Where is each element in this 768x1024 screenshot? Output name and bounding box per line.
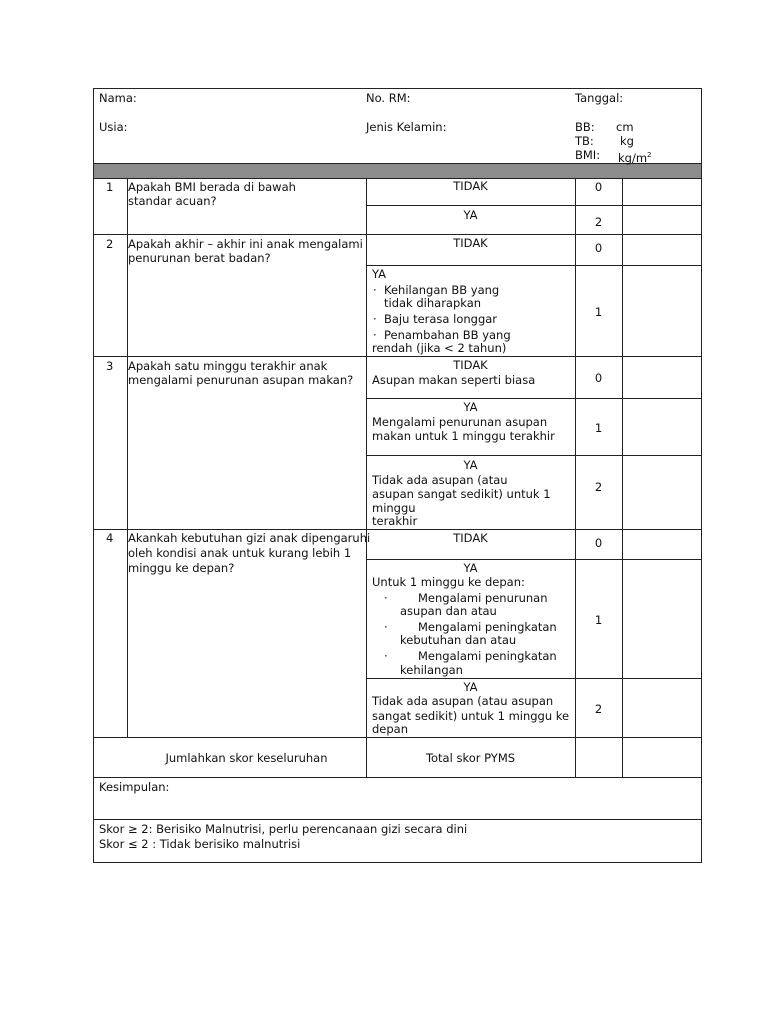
question-number: 4 bbox=[106, 531, 114, 545]
pyms-form bbox=[93, 88, 702, 863]
rule bbox=[366, 265, 701, 266]
tb-unit: kg bbox=[620, 134, 634, 148]
option-score: 0 bbox=[594, 241, 603, 255]
question-text-line: oleh kondisi anak untuk kurang lebih 1 bbox=[128, 546, 352, 560]
option-desc: Untuk 1 minggu ke depan: bbox=[372, 575, 525, 589]
bb-unit: cm bbox=[616, 120, 634, 134]
option-bullet-text: kebutuhan dan atau bbox=[400, 633, 517, 647]
option-desc: makan untuk 1 minggu terakhir bbox=[372, 429, 555, 443]
option-score: 0 bbox=[594, 371, 603, 385]
rule bbox=[366, 205, 701, 206]
bullet: · bbox=[373, 312, 377, 326]
option-bullet-text: rendah (jika < 2 tahun) bbox=[372, 341, 507, 355]
option-desc: Tidak ada asupan (atau asupan bbox=[372, 694, 554, 708]
option-desc: sangat sedikit) untuk 1 minggu ke bbox=[372, 709, 570, 723]
option-desc: asupan sangat sedikit) untuk 1 bbox=[372, 487, 551, 501]
option-label: YA bbox=[463, 400, 478, 414]
option-label: TIDAK bbox=[453, 531, 488, 545]
rule bbox=[366, 559, 701, 560]
bullet: · bbox=[373, 283, 377, 297]
usia-label: Usia: bbox=[99, 120, 128, 134]
option-desc: minggu bbox=[372, 501, 416, 515]
option-label: YA bbox=[463, 208, 478, 222]
bmi-label: BMI: bbox=[575, 148, 601, 162]
option-score: 0 bbox=[594, 180, 603, 194]
bb-label: BB: bbox=[575, 120, 595, 134]
option-bullet-text: Kehilangan BB yang bbox=[384, 283, 500, 297]
option-bullet-text: Mengalami peningkatan bbox=[418, 649, 557, 663]
question-text-line: Apakah BMI berada di bawah bbox=[128, 180, 296, 194]
score-note: Skor ≤ 2 : Tidak berisiko malnutrisi bbox=[99, 837, 301, 851]
section-separator-bar bbox=[94, 163, 701, 178]
option-bullet-text: Mengalami peningkatan bbox=[418, 620, 557, 634]
rule bbox=[366, 678, 701, 679]
option-label: YA bbox=[372, 267, 386, 281]
rule bbox=[94, 234, 701, 235]
option-score: 1 bbox=[594, 421, 603, 435]
rule bbox=[94, 356, 701, 357]
question-text-line: minggu ke depan? bbox=[128, 561, 235, 575]
question-number: 3 bbox=[106, 359, 114, 373]
option-score: 2 bbox=[594, 702, 603, 716]
rule bbox=[366, 398, 701, 399]
tb-label: TB: bbox=[575, 134, 594, 148]
question-text-line: mengalami penurunan asupan makan? bbox=[128, 373, 354, 387]
tanggal-label: Tanggal: bbox=[575, 91, 624, 105]
option-label: TIDAK bbox=[453, 358, 488, 372]
option-desc: depan bbox=[372, 722, 409, 736]
option-bullet-text: kehilangan bbox=[400, 663, 463, 677]
option-score: 1 bbox=[594, 613, 603, 627]
option-score: 0 bbox=[594, 536, 603, 550]
no-rm-label: No. RM: bbox=[366, 91, 411, 105]
option-score: 1 bbox=[594, 305, 603, 319]
question-number: 1 bbox=[106, 180, 114, 194]
rule bbox=[94, 737, 701, 738]
question-text-line: Apakah satu minggu terakhir anak bbox=[128, 359, 328, 373]
option-bullet-text: Penambahan BB yang bbox=[384, 328, 511, 342]
question-text-line: standar acuan? bbox=[128, 194, 217, 208]
bullet: · bbox=[384, 620, 388, 634]
option-desc: Mengalami penurunan asupan bbox=[372, 415, 548, 429]
jumlah-skor-label: Jumlahkan skor keseluruhan bbox=[165, 751, 328, 765]
score-note: Skor ≥ 2: Berisiko Malnutrisi, perlu perencanaan gizi secara dini bbox=[99, 822, 468, 836]
option-label: TIDAK bbox=[453, 236, 488, 250]
kesimpulan-label: Kesimpulan: bbox=[99, 780, 170, 794]
option-label: TIDAK bbox=[453, 179, 488, 193]
option-label: YA bbox=[463, 561, 478, 575]
option-desc: Asupan makan seperti biasa bbox=[372, 373, 536, 387]
rule bbox=[94, 819, 701, 820]
rule bbox=[366, 455, 701, 456]
option-label: YA bbox=[463, 680, 478, 694]
option-label: YA bbox=[463, 458, 478, 472]
question-text-line: Akankah kebutuhan gizi anak dipengaruhi bbox=[128, 531, 371, 545]
rule bbox=[94, 163, 701, 164]
option-bullet-text: Mengalami penurunan bbox=[418, 591, 548, 605]
option-score: 2 bbox=[594, 480, 603, 494]
rule bbox=[94, 777, 701, 778]
rule bbox=[622, 178, 623, 777]
bullet: · bbox=[384, 591, 388, 605]
jenis-kelamin-label: Jenis Kelamin: bbox=[366, 120, 447, 134]
question-number: 2 bbox=[106, 237, 114, 251]
question-text-line: penurunan berat badan? bbox=[128, 251, 271, 265]
question-text-line: Apakah akhir – akhir ini anak mengalami bbox=[128, 237, 363, 251]
rule bbox=[575, 178, 576, 777]
option-bullet-text: tidak diharapkan bbox=[384, 296, 482, 310]
rule bbox=[94, 529, 701, 530]
total-skor-label: Total skor PYMS bbox=[425, 751, 516, 765]
bullet: · bbox=[384, 649, 388, 663]
option-desc: Tidak ada asupan (atau bbox=[372, 473, 508, 487]
bullet: · bbox=[373, 328, 377, 342]
option-desc: terakhir bbox=[372, 514, 418, 528]
option-bullet-text: Baju terasa longgar bbox=[384, 312, 498, 326]
option-bullet-text: asupan dan atau bbox=[400, 604, 497, 618]
option-score: 2 bbox=[594, 215, 603, 229]
bmi-unit: $kg/m^2$ bbox=[618, 150, 652, 165]
nama-label: Nama: bbox=[99, 91, 137, 105]
